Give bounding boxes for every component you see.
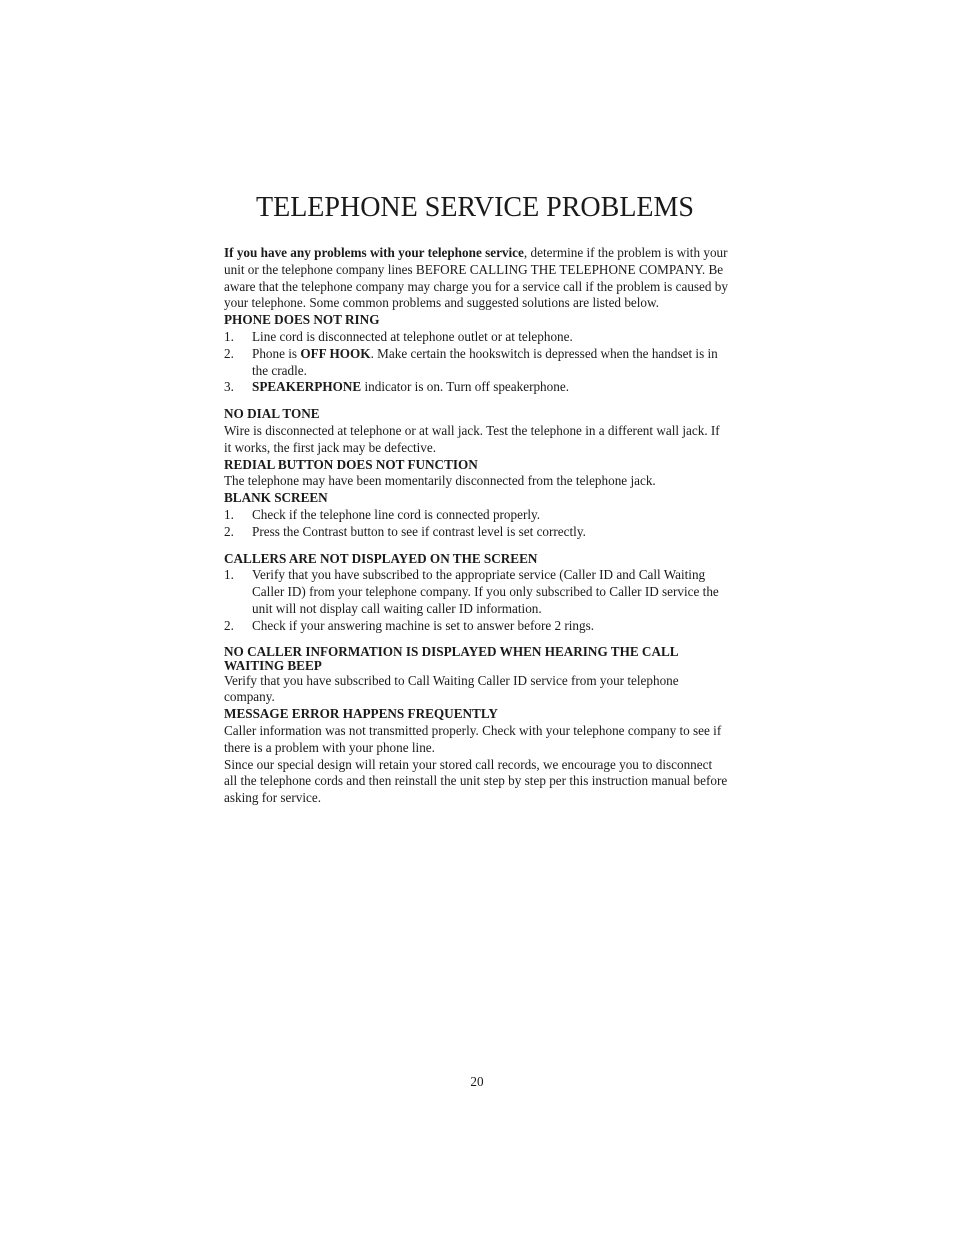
list-text: Check if your answering machine is set to answer before 2 rings.: [252, 617, 595, 633]
list-item: [224, 567, 728, 617]
list-text: Verify that you have subscribed to the appropriate service (Caller ID and Call Waiting Caller ID) from your telephone company. If you only subscribed to Caller ID service the unit will not display call waiting caller ID information.: [252, 567, 719, 616]
section-heading-call-waiting: NO CALLER INFORMATION IS DISPLAYED WHEN HEARING THE CALL WAITING BEEP: [224, 643, 678, 673]
list-number: 1.: [224, 506, 234, 522]
list-item: [224, 618, 728, 635]
callers-list: [224, 567, 728, 634]
section-heading-redial: REDIAL BUTTON DOES NOT FUNCTION: [224, 456, 478, 472]
list-item: [224, 507, 728, 524]
list-number: 2.: [224, 523, 234, 539]
list-text: Check if the telephone line cord is connected properly.: [252, 506, 541, 522]
section-heading-ring: PHONE DOES NOT RING: [224, 312, 380, 328]
intro-bold-lead: If you have any problems with your telephone service: [224, 245, 524, 260]
list-text: Press the Contrast button to see if contrast level is set correctly.: [252, 523, 586, 539]
list-text: Phone is: [252, 345, 301, 361]
ring-solutions-list: [224, 329, 728, 396]
page-number: 20: [470, 1074, 484, 1089]
list-bold-term: OFF HOOK: [300, 345, 371, 361]
intro-text: , determine if the problem is with your unit or the telephone company lines BEFORE CALLING THE TELEPHONE COMPANY. Be aware that the telephone company may charge you for a service call if the problem is caused by your telephone. Some common problems and suggested solutions are listed below.: [224, 245, 728, 311]
list-number: 3.: [224, 379, 234, 395]
list-number: 1.: [224, 328, 234, 344]
list-item: [224, 329, 728, 346]
section-heading-dial-tone: NO DIAL TONE: [224, 406, 320, 422]
list-bold-term: SPEAKERPHONE: [252, 379, 362, 395]
message-error-text-2: Since our special design will retain your stored call records, we encourage you to disconnect all the telephone cords and then reinstall the unit step by step per this instruction manual before asking for service.: [224, 756, 728, 806]
page-title: TELEPHONE SERVICE PROBLEMS: [256, 192, 695, 223]
list-text: indicator is on. Turn off speakerphone.: [361, 379, 569, 395]
intro-paragraph: [224, 245, 728, 312]
section-heading-blank-screen: BLANK SCREEN: [224, 490, 328, 506]
list-text: . Make certain the hookswitch is depressed when the handset is in the cradle.: [252, 345, 718, 378]
section-heading-message-error: MESSAGE ERROR HAPPENS FREQUENTLY: [224, 706, 498, 722]
section-heading-callers: CALLERS ARE NOT DISPLAYED ON THE SCREEN: [224, 550, 538, 566]
redial-text: The telephone may have been momentarily disconnected from the telephone jack.: [224, 473, 656, 489]
blank-screen-list: [224, 507, 728, 541]
document-body: [224, 245, 728, 807]
dial-tone-text: Wire is disconnected at telephone or at wall jack. Test the telephone in a different wall jack. If it works, the first jack may be defective.: [224, 422, 720, 455]
list-text: Line cord is disconnected at telephone outlet or at telephone.: [252, 328, 573, 344]
list-item: [224, 379, 728, 396]
list-number: 2.: [224, 617, 234, 633]
message-error-text-1: Caller information was not transmitted properly. Check with your telephone company to see if there is a problem with your phone line.: [224, 722, 722, 755]
list-number: 1.: [224, 567, 234, 583]
list-item: [224, 346, 728, 380]
call-waiting-text: Verify that you have subscribed to Call Waiting Caller ID service from your telephone company.: [224, 672, 679, 705]
list-number: 2.: [224, 345, 234, 361]
list-item: [224, 524, 728, 541]
